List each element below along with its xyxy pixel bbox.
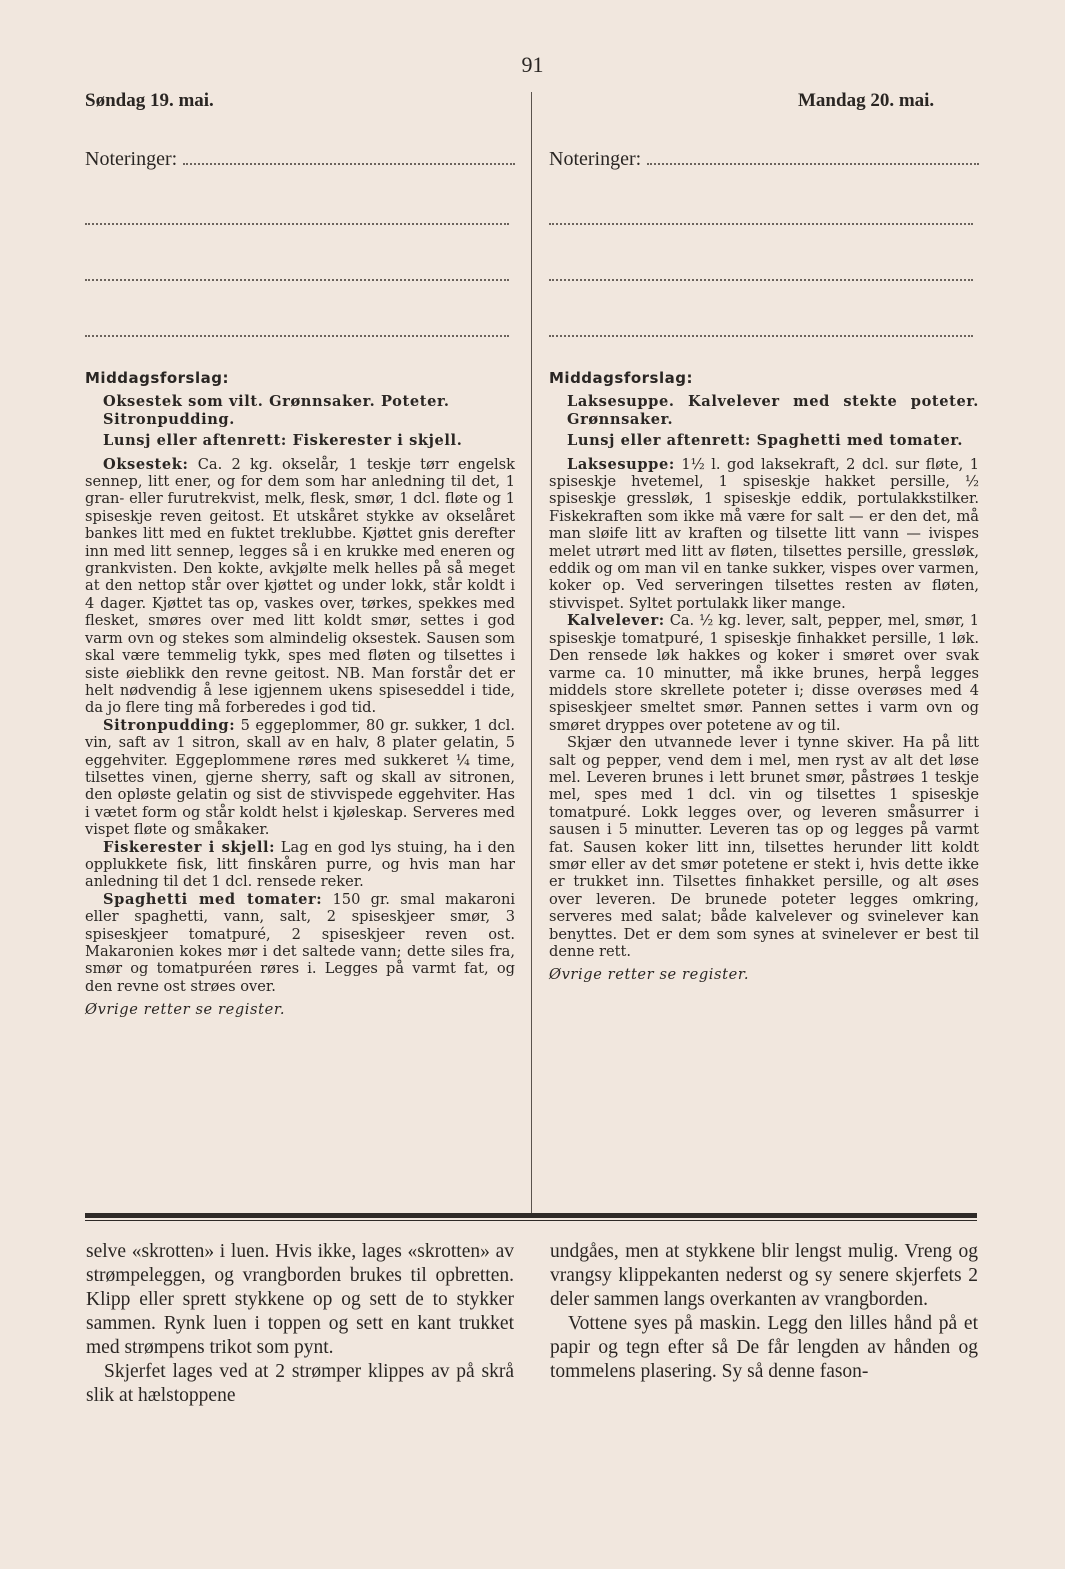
recipe-name: Kalvelever: (567, 612, 665, 630)
section-separator (85, 1213, 977, 1218)
recipe-text: Lag en god lys stuing, ha i den opplukkete fisk, litt finskåren purre, og hvis man har anledning til det 1 dcl. rensede reker. (85, 838, 515, 891)
recipe-text: 5 eggeplommer, 80 gr. sukker, 1 dcl. vin, saft av 1 sitron, skall av en halv, 8 plater gelatin, 5 eggehviter. Eggeplommene røres med sukkeret ¼ time, tilsettes vinen, gjerne sherry, saft og skall av sitronen, den opløste gelatin og sist de stivvispede eggehviter. Has i vætet form og står koldt helst i kjøleskap. Serveres med vispet fløte og småkaker. (85, 716, 515, 839)
notes-first-row (85, 148, 515, 171)
dotted-line (183, 163, 515, 165)
footer-note: Øvrige retter se register. (85, 1001, 286, 1019)
recipe-name: Sitronpudding: (103, 716, 236, 734)
dotted-line (549, 335, 973, 337)
bottom-text-left (86, 1240, 514, 1408)
bottom-text-right (550, 1240, 978, 1384)
recipe-name: Laksesuppe: (567, 455, 675, 473)
dotted-line (647, 163, 979, 165)
dotted-line (85, 279, 509, 281)
recipe-kalvelever-cont (549, 734, 979, 960)
notes-label: Noteringer: (549, 148, 642, 170)
recipe-sitronpudding (85, 717, 515, 839)
page-number: 91 (521, 52, 544, 77)
paragraph: Skjerfet lages ved at 2 strømper klippes av på skrå slik at hælstoppene (86, 1361, 514, 1406)
section-separator-thin (85, 1220, 977, 1221)
dotted-line (549, 223, 973, 225)
footer-note: Øvrige retter se register. (549, 966, 750, 984)
column-divider (531, 92, 532, 1214)
notes-left (85, 148, 515, 337)
menu-right (549, 370, 979, 984)
lunch-suggestion: Lunsj eller aftenrett: Spaghetti med tomater. (567, 432, 964, 450)
menu-left (85, 370, 515, 1019)
menu-suggestion: Sitronpudding. (103, 410, 235, 428)
dotted-line (85, 335, 509, 337)
paragraph: undgåes, men at stykkene blir lengst mulig. Vreng og vrangsy klippekanten nederst og sy senere skjerfets 2 deler sammen langs overkanten av vrangborden. (550, 1241, 978, 1310)
paragraph: Vottene syes på maskin. Legg den lilles hånd på et papir og tegn efter så De får lengden av hånden og tommelens plasering. Sy så denne fason- (550, 1313, 978, 1382)
recipe-laksesuppe (549, 456, 979, 613)
recipe-name: Fiskerester i skjell: (103, 838, 276, 856)
recipe-text: Ca. 2 kg. okselår, 1 teskje tørr engelsk sennep, litt ener, og for dem som har anledning til det, 1 gran- eller furutrekvist, melk, flesk, smør, 1 dcl. fløte og 1 spiseskje reven geitost. Et utskåret stykke av okselåret bankes litt med en fuktet treklubbe. Kjøttet gnis derefter inn med litt sennep, legges så i en krukke med eneren og grankvisten. Den kokte, avkjølte melk helles på så meget at den nettop står over kjøttet og under lokk, står koldt i 4 dager. Kjøttet tas op, vaskes over, tørkes, spekkes med flesket, smøres over med litt koldt smør, settes i god varm ovn og stekes som almindelig oksestek. Sausen som skal være temmelig tykk, spes med fløten og tilsettes i siste øieblikk den revne geitost. NB. Man forstår det er helt nødvendig å lese igjennem ukens spiseseddel i tide, da jo flere ting må forberedes i god tid. (85, 455, 515, 717)
recipe-name: Oksestek: (103, 455, 189, 473)
menu-heading: Middagsforslag: (549, 369, 693, 387)
paragraph: selve «skrotten» i luen. Hvis ikke, lages «skrotten» av strømpeleggen, og vrangborden brukes til opbretten. Klipp eller sprett stykkene op og sett de to stykker sammen. Rynk luen i toppen og sett en kant trukket med strømpens trikot som pynt. (86, 1241, 514, 1358)
dotted-line (85, 223, 509, 225)
notes-first-row (549, 148, 979, 171)
day-title-right: Mandag 20. mai. (798, 90, 935, 111)
recipe-oksestek (85, 456, 515, 717)
dotted-line (549, 279, 973, 281)
notes-right (549, 148, 979, 337)
day-title-left: Søndag 19. mai. (85, 90, 214, 111)
recipe-text: 150 gr. smal makaroni eller spaghetti, vann, salt, 2 spiseskjeer smør, 3 spiseskjeer tomatpuré, 2 spiseskjeer reven ost. Makaronien kokes mør i det saltede vann; dette siles fra, smør og tomatpuréen røres i. Legges på varmt fat, og den revne ost strøes over. (85, 890, 516, 995)
menu-suggestion: Oksestek som vilt. Grønnsaker. Poteter. (103, 393, 450, 411)
recipe-text: 1½ l. god laksekraft, 2 dcl. sur fløte, 1 spiseskje hvetemel, 1 spiseskje hakket persille, ½ spiseskje gressløk, 1 spiseskje eddik, portulakkstilker. Fiskekraften som ikke må være for salt — er den det, må man sløife litt av kraften og tilsette litt vann — ivispes melet utrørt med litt av fløten, tilsettes persille, gressløk, eddik og om man vil en tanke sukker, vispes over varmen, koker op. Ved serveringen tilsettes resten av fløten, stivvispet. Syltet portulakk liker mange. (549, 455, 979, 612)
recipe-kalvelever (549, 612, 979, 734)
notes-label: Noteringer: (85, 148, 178, 170)
menu-heading: Middagsforslag: (85, 369, 229, 387)
lunch-suggestion: Lunsj eller aftenrett: Fiskerester i skjell. (103, 432, 463, 450)
recipe-name: Spaghetti med tomater: (103, 890, 323, 908)
recipe-spaghetti (85, 891, 515, 995)
menu-suggestion: Laksesuppe. Kalvelever med stekte poteter. Grønnsaker. (567, 393, 979, 428)
recipe-text: Skjær den utvannede lever i tynne skiver. Ha på litt salt og pepper, vend dem i mel, men ryst av alt det løse mel. Leveren brunes i lett brunet smør, påstrøes 1 teskje mel, spes med 1 dcl. vin og tilsettes 1 spiseskje tomatpuré. Lokk legges over, og leveren småsurrer i sausen i 5 minutter. Leveren tas op og legges på varmt fat. Sausen koker litt inn, tilsettes herunder litt koldt smør eller av det smør potetene er stekt i, hvis dette ikke er trukket inn. Tilsettes finhakket persille, og alt øses over leveren. De brunede poteter legges omkring, serveres med salat; både kalvelever og svinelever kan benyttes. Det er dem som synes at svinelever er best til denne rett. (549, 734, 979, 960)
recipe-text: Ca. ½ kg. lever, salt, pepper, mel, smør, 1 spiseskje tomatpuré, 1 spiseskje finhakket persille, 1 løk. Den rensede løk hakkes og koker i smøret over svak varme ca. 10 minutter, må ikke brunes, herpå legges middels store skrellete poteter i; disse overøses med 4 spiseskjeer smeltet smør. Pannen settes i varm ovn og smøret dryppes over potetene av og til. (549, 612, 979, 734)
recipe-fiskerester (85, 839, 515, 891)
